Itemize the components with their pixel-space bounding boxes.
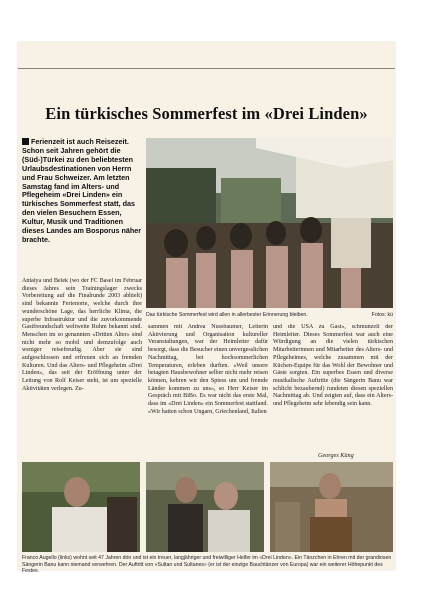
column-3-text: und die USA zu Gast», schmunzelt der Heimleiter. Dieses Sommerfest war auch eine Würdigung an die vielen türkischen Mitarbeiterinnen und Mitarbeiter des Alters- und Pflegeheimes, welche zusammen mit der Küchen-Equipe für das Wohl der Bewohner und Gäste sorgten. Ein superbes Essen und diverse musikalische Auftritte (die Sängerin Banu war schlicht bezaubernd) rundeten diesen speziellen Nachmittag ab. Und zeigten auf, dass ein Alters- und Pflegeheim sehr lebendig sein kann.: [273, 324, 393, 408]
column-2-text: sammen mit Andrea Nussbaumer, Leiterin Aktivierung und Organisation kultureller Veranstaltungen, war der Heimleiter dafür besorgt, dass die Besucher einen unvergesslichen Nachmittag, bei hochsommerlichen Temperaturen, erleben durften. «Weil unsere betagten Hausbewohner selber nicht mehr reisen können, kehren wir den Spiess um und fremde Länder kommen zu uns», so Herr Keiser im Gespräch mit BiBo. Es war nicht das erste Mal, dass im «Drei Linden» ein Sommerfest stattfand. «Wir hatten schon Ungarn, Griechenland, Italien: [148, 324, 268, 415]
article-column-1: [22, 278, 142, 458]
newspaper-clipping: [18, 42, 395, 575]
dance-photo-image: [146, 462, 264, 552]
top-photo-caption: Das türkische Sommerfest wird allen in allerbester Erinnerung bleiben.: [146, 312, 308, 318]
article-column-2: [148, 324, 268, 458]
crowd-photo-image: [146, 138, 393, 308]
man-photo-image: [22, 462, 140, 552]
bottom-photo-dance: [146, 462, 264, 552]
top-photo-credit: Fotos: kü: [371, 312, 393, 318]
bullet-square-icon: [22, 138, 29, 145]
bottom-photo-bellydancer: [270, 462, 393, 552]
bellydancer-photo-image: [270, 462, 393, 552]
article-column-3: [273, 324, 393, 450]
bottom-photo-man: [22, 462, 140, 552]
article-headline: Ein türkisches Sommerfest im «Drei Linden»: [45, 104, 368, 123]
article-author: Georges Küng: [318, 452, 354, 459]
top-photo-crowd: [146, 138, 393, 308]
article-lead: [22, 138, 142, 245]
lead-text: Ferienzeit ist auch Reisezeit. Schon seit Jahren gehört die (Süd-)Türkei zu den beliebtesten Urlaubsdestinationen von Herrn und Frau Schweizer. Am letzten Samstag fand im Alters- und Pflegeheim «Drei Linden» ein türkisches Sommerfest statt, das den vielen Besuchern Essen, Kultur, Musik und Traditionen dieses Landes am Bosporus näher brachte.: [22, 137, 142, 244]
header-rule: [18, 68, 395, 69]
bottom-photos-caption: Franco Augello (links) wohnt seit 47 Jahren drin und ist ein treuer, langjähriger und freiwilliger Helfer im «Drei Linden». Ein Tänzchen in Ehren mit der grandiosen Sängerin Banu kann niemand verwehren. Der Auftritt von «Sultan und Sultanes» (er ist der einzige Bauchtänzer von Europa) war ein weiterer Höhepunkt des Festes.: [22, 555, 392, 575]
column-1-text: Antalya und Belek (wo der FC Basel im Februar dieses Jahres sein Trainingslager zwecks Vorbereitung auf die Finalrunde 2003 abhielt) sind bekannte Ferienorte, welche durch ihre wunderschöne Lage, das herrliche Klima, die superbe Infrastruktur und die zuvorkommende Gastfreundschaft weltweite Ruhm bekannt sind. Menschen im so genannten «Dritten Alter» sind nicht mehr so mobil und demzufolge auch weniger reisefreudig. Aber sie sind aufgeschlossen und erfreuen sich an fremden Kulturen. Und das Alters- und Pflegeheim «Drei Linden», das seit der Eröffnung unter der Leitung von Rolf Keiser steht, ist um spezielle Aktivitäten verlegen. Zu-: [22, 278, 142, 392]
